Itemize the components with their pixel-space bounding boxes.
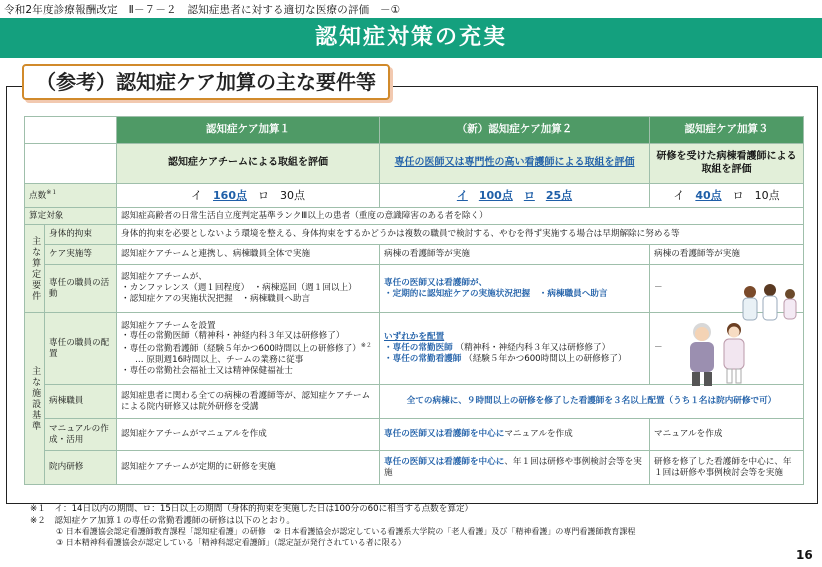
ward-c23: 全ての病棟に、９時間以上の研修を修了した看護師を３名以上配置（うち１名は院内研修で可）: [380, 385, 804, 419]
care-c1: 認知症ケアチームと連携し、病棟職員全体で実施: [117, 245, 380, 265]
footnotes: [30, 504, 635, 549]
section-heading: （参考）認知症ケア加算の主な要件等: [22, 64, 390, 100]
care-c2: 病棟の看護師等が実施: [380, 245, 650, 265]
training-label: 院内研修: [45, 451, 117, 485]
training-c1: 認知症ケアチームが定期的に研修を実施: [117, 451, 380, 485]
document-title: 令和2年度診療報酬改定 Ⅱ－７－２ 認知症患者に対する適切な医療の評価 －①: [4, 4, 401, 16]
staff-c3: －: [650, 313, 804, 385]
page-number: 16: [796, 548, 813, 562]
table-subheader-row: [25, 144, 804, 184]
requirements-table: [24, 116, 804, 485]
restraint-text: 身体的拘束を必要としないよう環境を整える、身体拘束をするかどうかは複数の職員で検討する、やむを得ず実施する場合は早期解除に努める等: [117, 225, 804, 245]
banner-title: 認知症対策の充実: [0, 18, 822, 58]
staff-c2: いずれかを配置 ・専任の常勤医師 （精神科・神経内科３年又は研修修了） ・専任の常勤看護師 （経験５年かつ600時間以上の研修修了）: [380, 313, 650, 385]
staff-label: 専任の職員の配置: [45, 313, 117, 385]
activity-label: 専任の職員の活動: [45, 265, 117, 313]
col2-sub: 専任の医師又は専門性の高い看護師による取組を評価: [380, 144, 650, 184]
activity-c2: 専任の医師又は看護師が、 ・定期的に認知症ケアの実施状況把握 ・病棟職員へ助言: [380, 265, 650, 313]
table-header-row: [25, 117, 804, 144]
manual-label: マニュアルの作成・活用: [45, 419, 117, 451]
footnote-2: ※２ 認知症ケア加算１の専任の常勤看護師の研修は以下のとおり。: [30, 515, 296, 526]
activity-c1: 認知症ケアチームが、 ・カンファレンス（週１回程度） ・病棟巡回（週１回以上） ・認知症ケアの実施状況把握 ・病棟職員へ助言: [117, 265, 380, 313]
manual-row: [25, 419, 804, 451]
activity-c3: －: [650, 265, 804, 313]
target-text: 認知症高齢者の日常生活自立度判定基準ランクⅢ以上の患者（重度の意識障害のある者を除く）: [117, 208, 804, 225]
col1-name: 認知症ケア加算１: [117, 117, 380, 144]
col2-points: イ 100点 ロ 25点: [380, 184, 650, 208]
points-label: 点数$^{※1}$: [25, 184, 117, 208]
target-label: 算定対象: [25, 208, 117, 225]
ward-label: 病棟職員: [45, 385, 117, 419]
manual-c1: 認知症ケアチームがマニュアルを作成: [117, 419, 380, 451]
col1-sub: 認知症ケアチームによる取組を評価: [117, 144, 380, 184]
col3-sub: 研修を受けた病棟看護師による取組を評価: [650, 144, 804, 184]
care-row: [25, 245, 804, 265]
ward-c1: 認知症患者に関わる全ての病棟の看護師等が、認知症ケアチームによる院内研修又は院外研修を受講: [117, 385, 380, 419]
group-facility-label: 主な施設基準: [25, 313, 45, 485]
points-row: [25, 184, 804, 208]
footnote-2-item-1: ① 日本看護協会認定看護師教育課程「認知症看護」の研修 ② 日本看護協会が認定している看護系大学院の「老人看護」及び「精神看護」の専門看護師教育課程: [56, 527, 636, 537]
manual-c3: マニュアルを作成: [650, 419, 804, 451]
ward-row: [25, 385, 804, 419]
target-row: [25, 208, 804, 225]
col1-points: イ 160点 ロ 30点: [117, 184, 380, 208]
col2-name: （新）認知症ケア加算２: [380, 117, 650, 144]
restraint-row: [25, 225, 804, 245]
training-row: [25, 451, 804, 485]
col3-name: 認知症ケア加算３: [650, 117, 804, 144]
care-label: ケア実施等: [45, 245, 117, 265]
footnote-2-item-2: ③ 日本精神科看護協会が認定している「精神科認定看護師」（認定証が発行されている者に限る）: [56, 537, 406, 547]
patient-nurse-illustration: [682, 318, 762, 388]
group-calculation-label: 主な算定要件: [25, 225, 45, 313]
training-c3: 研修を修了した看護師を中心に、年１回は研修や事例検討会等を実施: [650, 451, 804, 485]
col3-points: イ 40点 ロ 10点: [650, 184, 804, 208]
restraint-label: 身体的拘束: [45, 225, 117, 245]
manual-c2: 専任の医師又は看護師を中心にマニュアルを作成: [380, 419, 650, 451]
staff-c1: 認知症ケアチームを設置 ・専任の常勤医師（精神科・神経内科３年又は研修修了） ・専任の常勤看護師（経験５年かつ600時間以上の研修修了）$^{※2}$ … 原則週16時間以上、チームの業務に従事 ・専任の常勤社会福祉士又は精神保健福祉士: [117, 313, 380, 385]
footnote-1: ※１ イ：14日以内の期間、ロ：15日以上の期間（身体的拘束を実施した日は100分の60に相当する点数を算定）: [30, 504, 474, 514]
activity-row: [25, 265, 804, 313]
care-c3: 病棟の看護師等が実施: [650, 245, 804, 265]
training-c2: 専任の医師又は看護師を中心に、年１回は研修や事例検討会等を実施: [380, 451, 650, 485]
